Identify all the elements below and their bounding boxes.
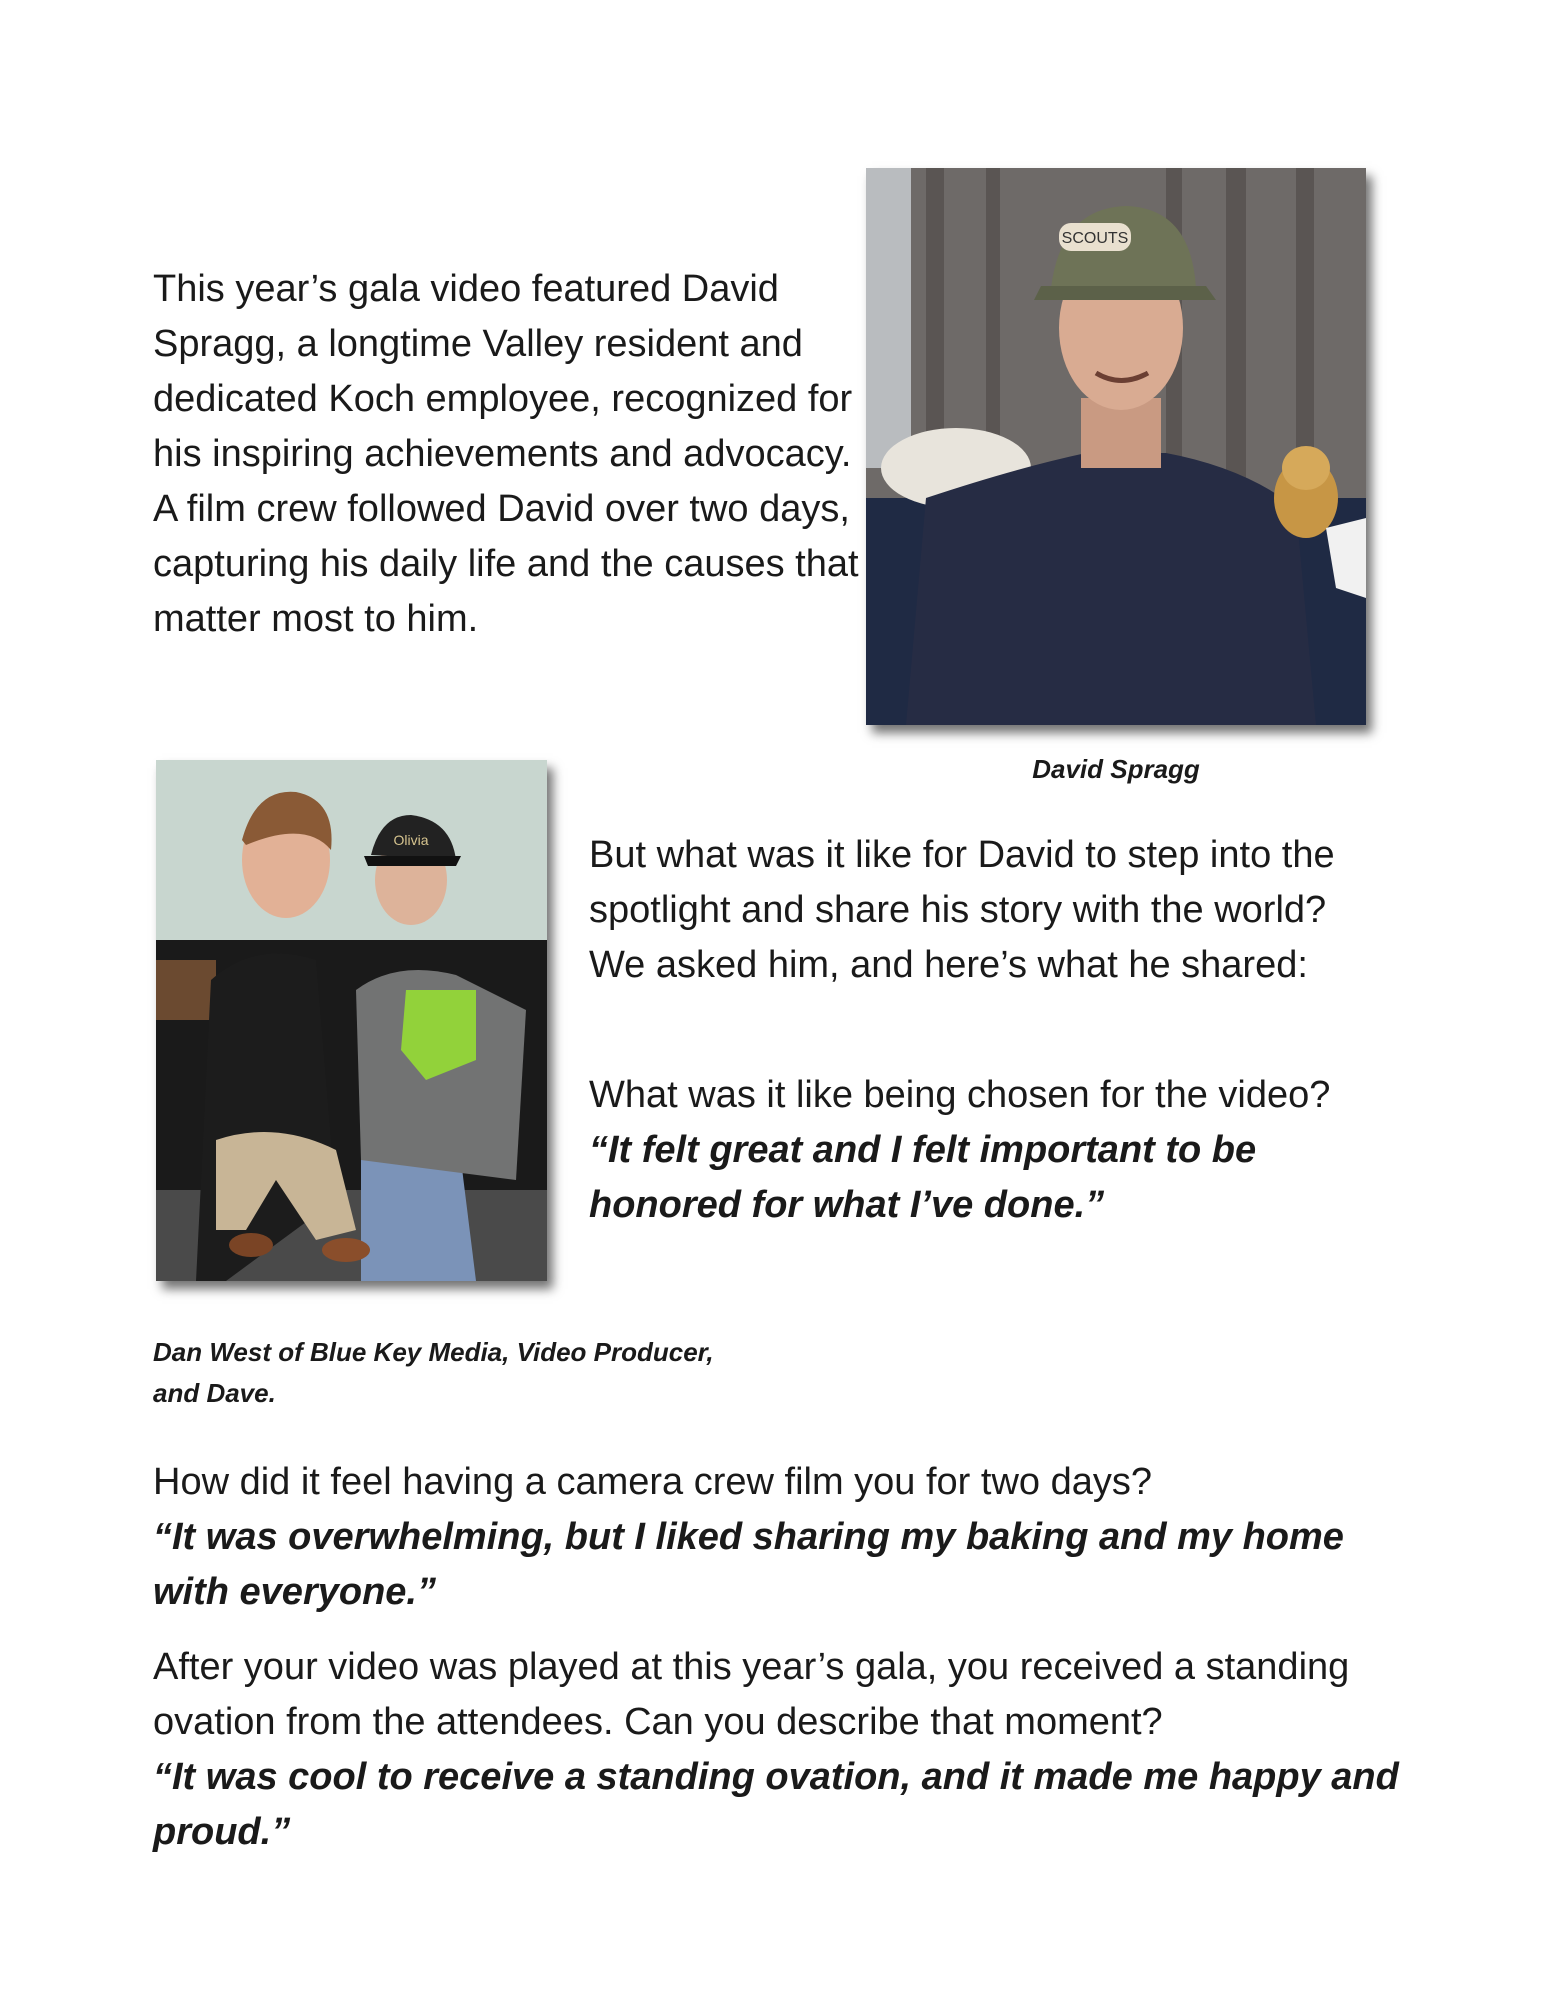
intro-paragraph: This year’s gala video featured David Spragg, a longtime Valley resident and dedicated Koch employee, recognized for his inspiring achievements and advocacy. A film crew followed David over two days, capturing his daily life and the causes that matter most to him. (153, 268, 859, 640)
cap-logo-text: Olivia (393, 832, 429, 848)
qa-question: How did it feel having a camera crew film you for two days? (153, 1461, 1152, 1503)
david-photo-caption: David Spragg (1032, 754, 1200, 784)
qa-question: What was it like being chosen for the video? (589, 1074, 1331, 1116)
dan-photo-caption (153, 1332, 793, 1414)
qa-answer-quote: “It was overwhelming, but I liked sharing my baking and my home with everyone.” (153, 1516, 1344, 1613)
qa-item-chosen (589, 1068, 1409, 1233)
lead-in-paragraph: But what was it like for David to step into the spotlight and share his story with the world? We asked him, and here’s what he shared: (589, 834, 1335, 986)
dan-caption-line-2: and Dave. (153, 1378, 276, 1408)
dan-caption-line-1: Dan West of Blue Key Media, Video Producer, (153, 1337, 714, 1367)
qa-question: After your video was played at this year’s gala, you received a standing ovation from the attendees. Can you describe that moment? (153, 1646, 1350, 1743)
qa-item-standing-ovation (153, 1640, 1413, 1860)
david-spragg-photo (866, 168, 1366, 725)
qa-item-camera-crew (153, 1455, 1393, 1620)
qa-answer-quote: “It felt great and I felt important to be honored for what I’ve done.” (589, 1129, 1257, 1226)
qa-answer-quote: “It was cool to receive a standing ovation, and it made me happy and proud.” (153, 1756, 1399, 1853)
cap-logo-text: SCOUTS (1061, 230, 1129, 247)
dan-and-dave-photo (156, 760, 547, 1281)
